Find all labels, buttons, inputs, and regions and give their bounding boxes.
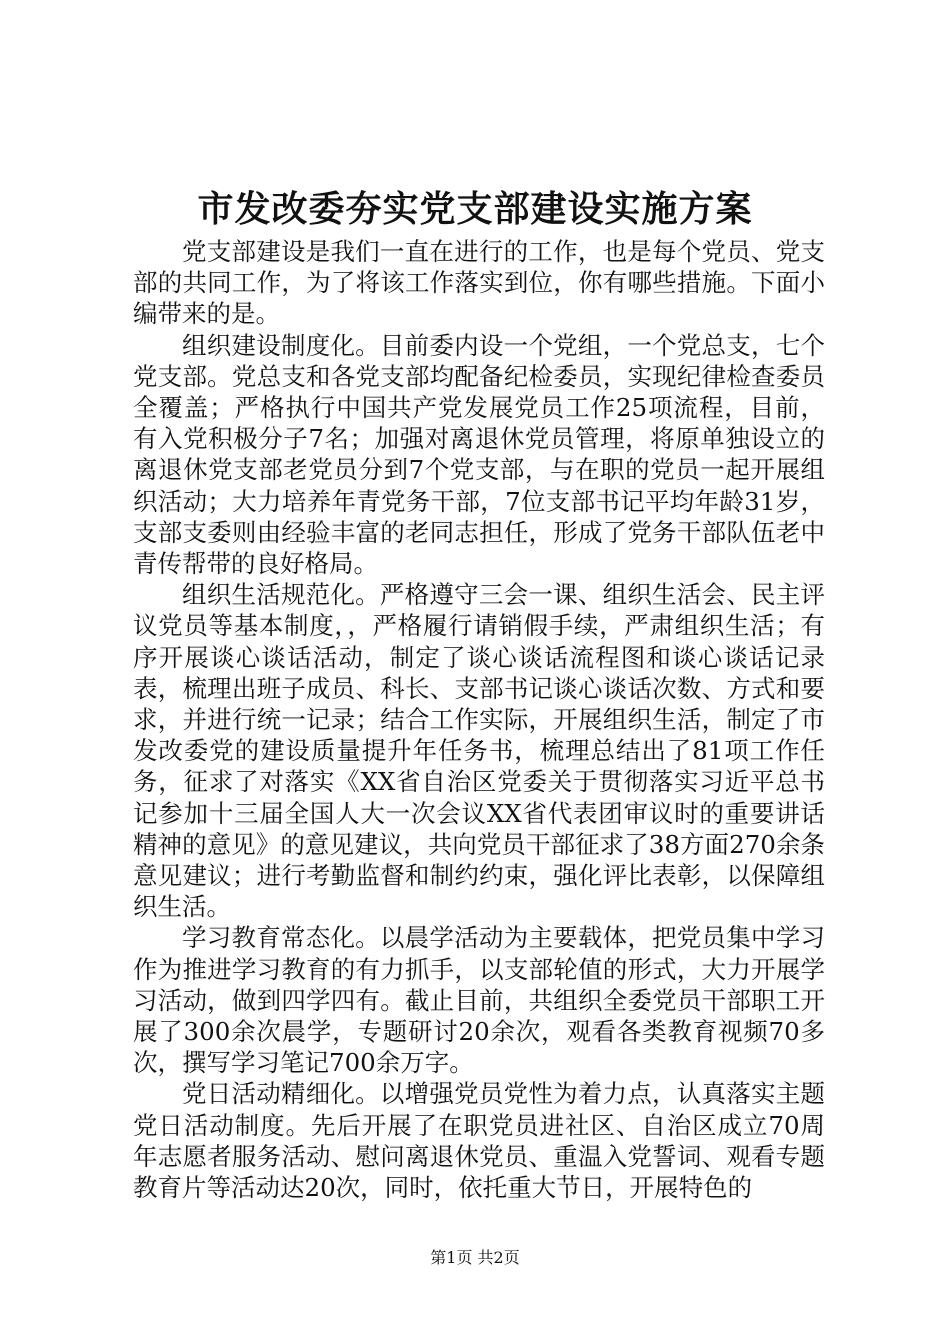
paragraph-organization: 组织建设制度化。目前委内设一个党组，一个党总支，七个党支部。党总支和各党支部均配备纪检委员，实现纪律检查委员全覆盖；严格执行中国共产党发展党员工作25项流程，目前，有入党积极分子7名；加强对离退休党员管理，将原单独设立的离退休党支部老党员分到7个党支部，与在职的党员一起开展组织活动；大力培养年青党务干部，7位支部书记平均年龄31岁，支部支委则由经验丰富的老同志担任，形成了党务干部队伍老中青传帮带的良好格局。: [133, 330, 825, 579]
paragraph-organizational-life: 组织生活规范化。严格遵守三会一课、组织生活会、民主评议党员等基本制度，，严格履行请销假手续，严肃组织生活；有序开展谈心谈话活动，制定了谈心谈话流程图和谈心谈话记录表，梳理出班子成员、科长、支部书记谈心谈话次数、方式和要求，并进行统一记录；结合工作实际，开展组织生活，制定了市发改委党的建设质量提升年任务书，梳理总结出了81项工作任务，征求了对落实《XX省自治区党委关于贯彻落实习近平总书记参加十三届全国人大一次会议XX省代表团审议时的重要讲话精神的意见》的意见建议，共向党员干部征求了38方面270余条意见建议；进行考勤监督和制约约束，强化评比表彰，以保障组织生活。: [133, 580, 825, 922]
paragraph-study-education: 学习教育常态化。以晨学活动为主要载体，把党员集中学习作为推进学习教育的有力抓手，以支部轮值的形式，大力开展学习活动，做到四学四有。截止目前，共组织全委党员干部职工开展了300余次晨学，专题研讨20余次，观看各类教育视频70多次，撰写学习笔记700余万字。: [133, 923, 825, 1078]
page-number-footer: 第1页 共2页: [430, 1248, 520, 1267]
paragraph-intro: 党支部建设是我们一直在进行的工作，也是每个党员、党支部的共同工作，为了将该工作落实到位，你有哪些措施。下面小编带来的是。: [133, 237, 825, 329]
document-title: 市发改委夯实党支部建设实施方案: [197, 188, 753, 230]
paragraph-party-day: 党日活动精细化。以增强党员党性为着力点，认真落实主题党日活动制度。先后开展了在职党员进社区、自治区成立70周年志愿者服务活动、慰问离退休党员、重温入党誓词、观看专题教育片等活动达20次，同时，依托重大节日，开展特色的: [133, 1079, 825, 1203]
document-body: [133, 236, 825, 1203]
